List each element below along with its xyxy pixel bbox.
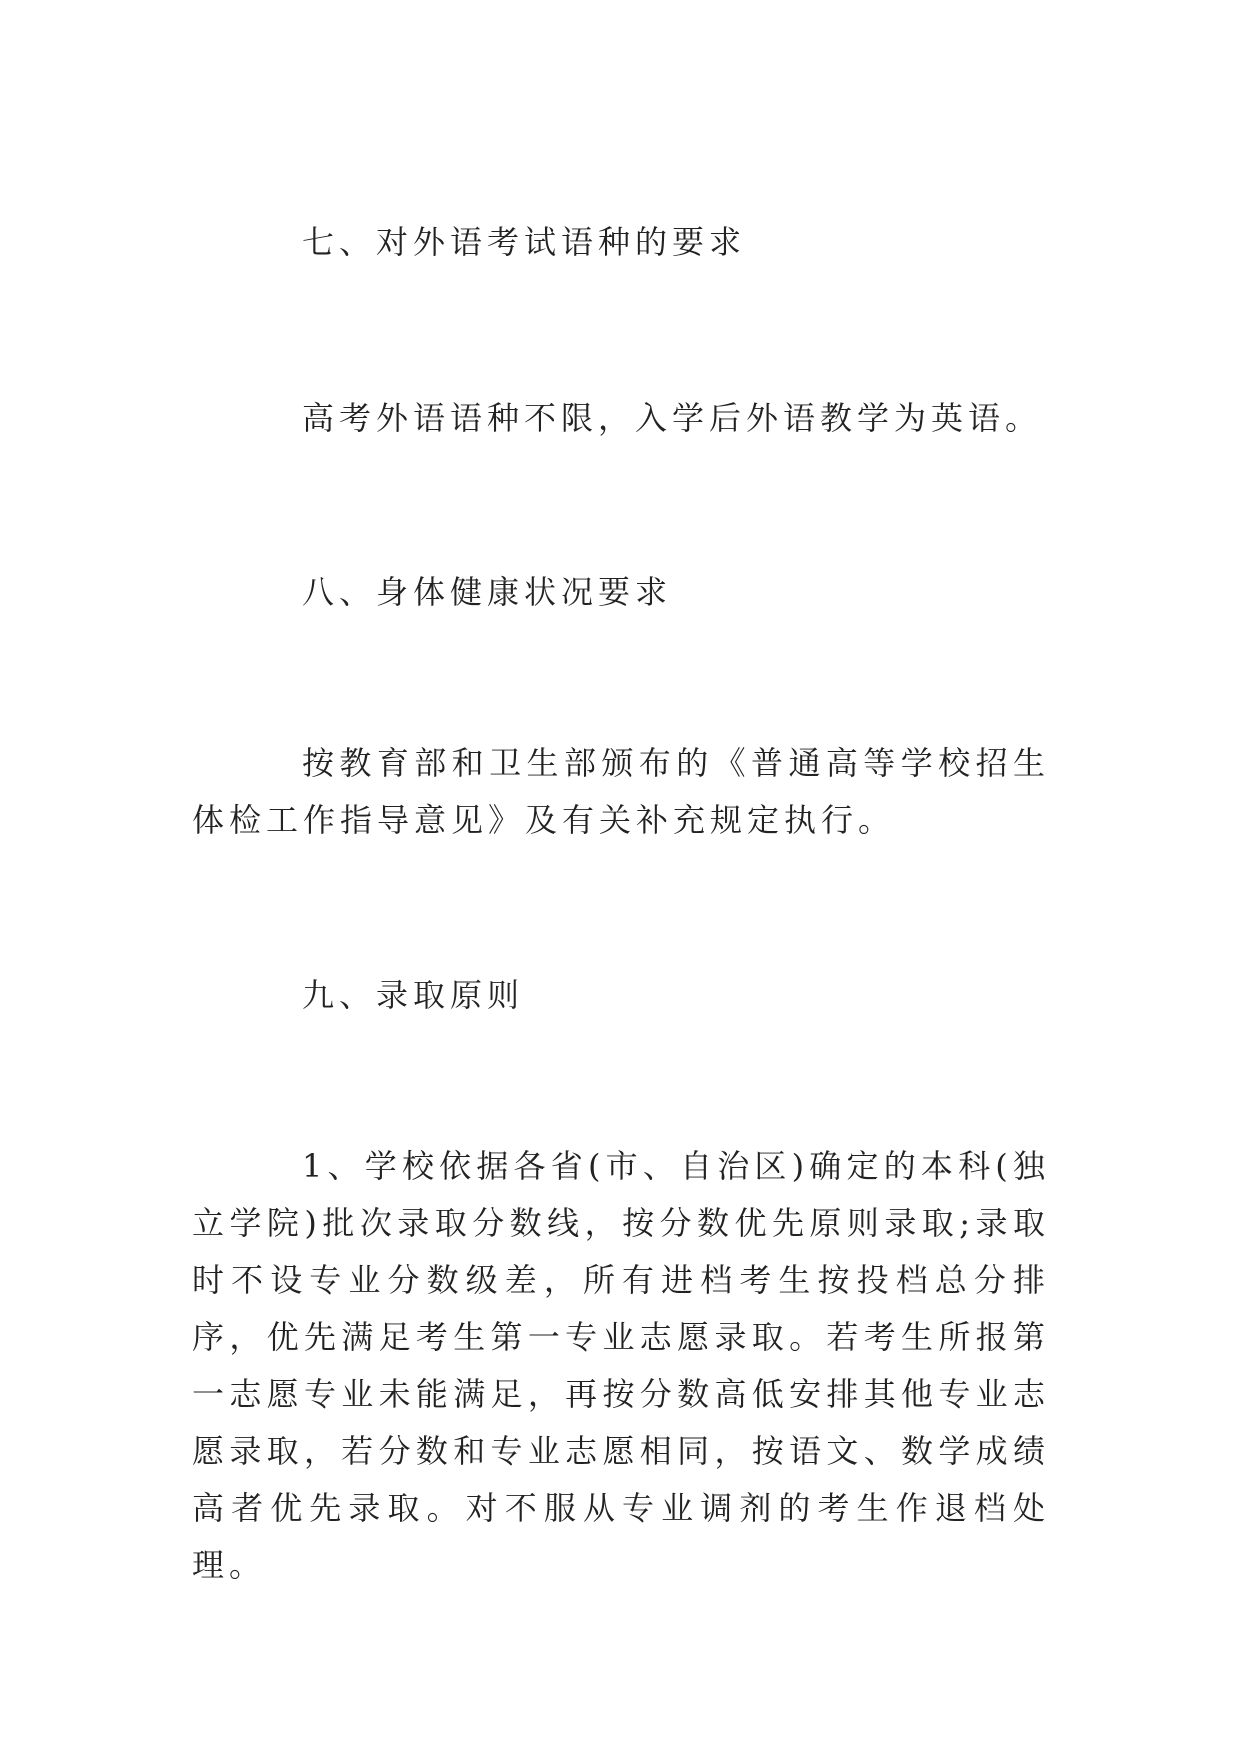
section-heading-admission: 九、录取原则: [302, 976, 525, 1014]
paragraph-health: 按教育部和卫生部颁布的《普通高等学校招生体检工作指导意见》及有关补充规定执行。: [192, 744, 1050, 839]
paragraph-foreign-language: 高考外语语种不限，入学后外语教学为英语。: [302, 399, 1043, 437]
paragraph-admission: 1、学校依据各省(市、自治区)确定的本科(独立学院)批次录取分数线，按分数优先原则录取;录取时不设专业分数级差，所有进档考生按投档总分排序，优先满足考生第一专业志愿录取。若考生所报第一志愿专业未能满足，再按分数高低安排其他专业志愿录取，若分数和专业志愿相同，按语文、数学成绩高者优先录取。对不服从专业调剂的考生作退档处理。: [192, 1147, 1050, 1584]
section-heading-health: 八、身体健康状况要求: [302, 573, 673, 611]
section-heading-foreign-language: 七、对外语考试语种的要求: [302, 223, 747, 261]
